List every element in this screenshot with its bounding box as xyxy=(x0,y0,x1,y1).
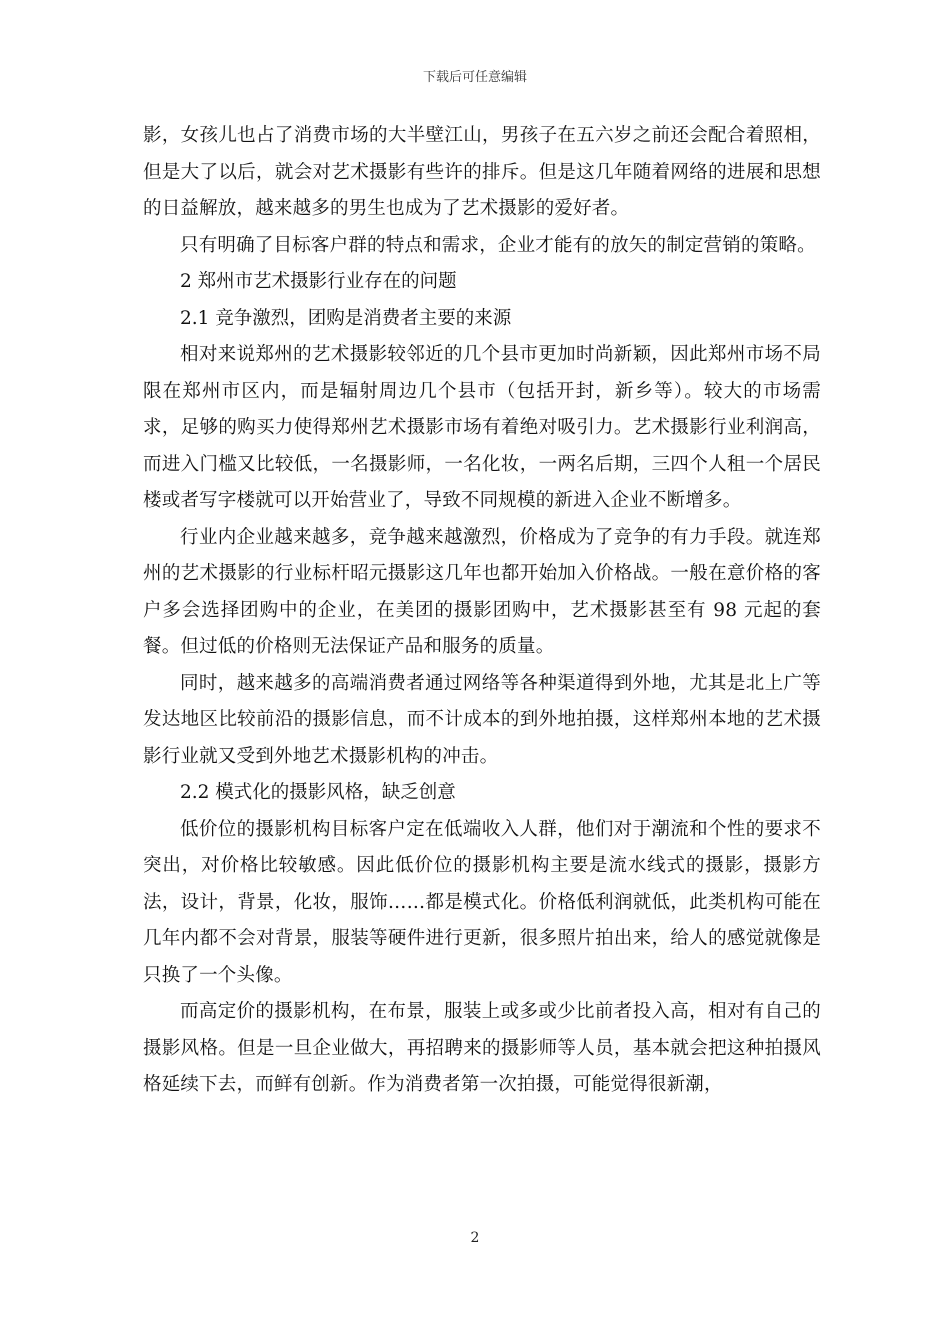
page-number: 2 xyxy=(470,1230,480,1246)
paragraph-high-price-studios: 而高定价的摄影机构，在布景，服装上或多或少比前者投入高，相对有自己的摄影风格。但是一旦企业做大，再招聘来的摄影师等人员，基本就会把这种拍摄风格延续下去，而鲜有创新。作为消费者第一次拍摄，可能觉得很新潮， xyxy=(143,1001,821,1095)
paragraph-low-price-studios: 低价位的摄影机构目标客户定在低端收入人群，他们对于潮流和个性的要求不突出，对价格比较敏感。因此低价位的摄影机构主要是流水线式的摄影，摄影方法，设计，背景，化妆，服饰……都是模式化。价格低利润就低，此类机构可能在几年内都不会对背景，服装等硬件进行更新，很多照片拍出来，给人的感觉就像是只换了一个头像。 xyxy=(143,818,821,986)
document-body xyxy=(143,118,821,1104)
section-heading-2: 2 郑州市艺术摄影行业存在的问题 xyxy=(180,271,457,292)
subsection-heading-2-2: 2.2 模式化的摄影风格，缺乏创意 xyxy=(180,782,456,803)
subsection-heading-2-1: 2.1 竞争激烈，团购是消费者主要的来源 xyxy=(180,307,512,329)
paragraph-market-demand: 相对来说郑州的艺术摄影较邻近的几个县市更加时尚新颖，因此郑州市场不局限在郑州市区内，而是辐射周边几个县市（包括开封，新乡等）。较大的市场需求，足够的购买力使得郑州艺术摄影市场有着绝对吸引力。艺术摄影行业利润高，而进入门槛又比较低，一名摄影师，一名化妆，一两名后期，三四个人租一个居民楼或者写字楼就可以开始营业了，导致不同规模的新进入企业不断增多。 xyxy=(143,344,821,511)
paragraph-continued: 影，女孩儿也占了消费市场的大半壁江山，男孩子在五六岁之前还会配合着照相，但是大了以后，就会对艺术摄影有些许的排斥。但是这几年随着网络的进展和思想的日益解放，越来越多的男生也成为了艺术摄影的爱好者。 xyxy=(143,125,821,219)
paragraph-price-competition: 行业内企业越来越多，竞争越来越激烈，价格成为了竞争的有力手段。就连郑州的艺术摄影的行业标杆昭元摄影这几年也都开始加入价格战。一般在意价格的客户多会选择团购中的企业，在美团的摄影团购中，艺术摄影甚至有 98 元起的套餐。但过低的价格则无法保证产品和服务的质量。 xyxy=(143,526,821,657)
paragraph-external-competition: 同时，越来越多的高端消费者通过网络等各种渠道得到外地，尤其是北上广等发达地区比较前沿的摄影信息，而不计成本的到外地拍摄，这样郑州本地的艺术摄影行业就又受到外地艺术摄影机构的冲击。 xyxy=(143,672,821,767)
header-note: 下载后可任意编辑 xyxy=(422,70,527,85)
paragraph-target-customers: 只有明确了目标客户群的特点和需求，企业才能有的放矢的制定营销的策略。 xyxy=(180,234,816,256)
